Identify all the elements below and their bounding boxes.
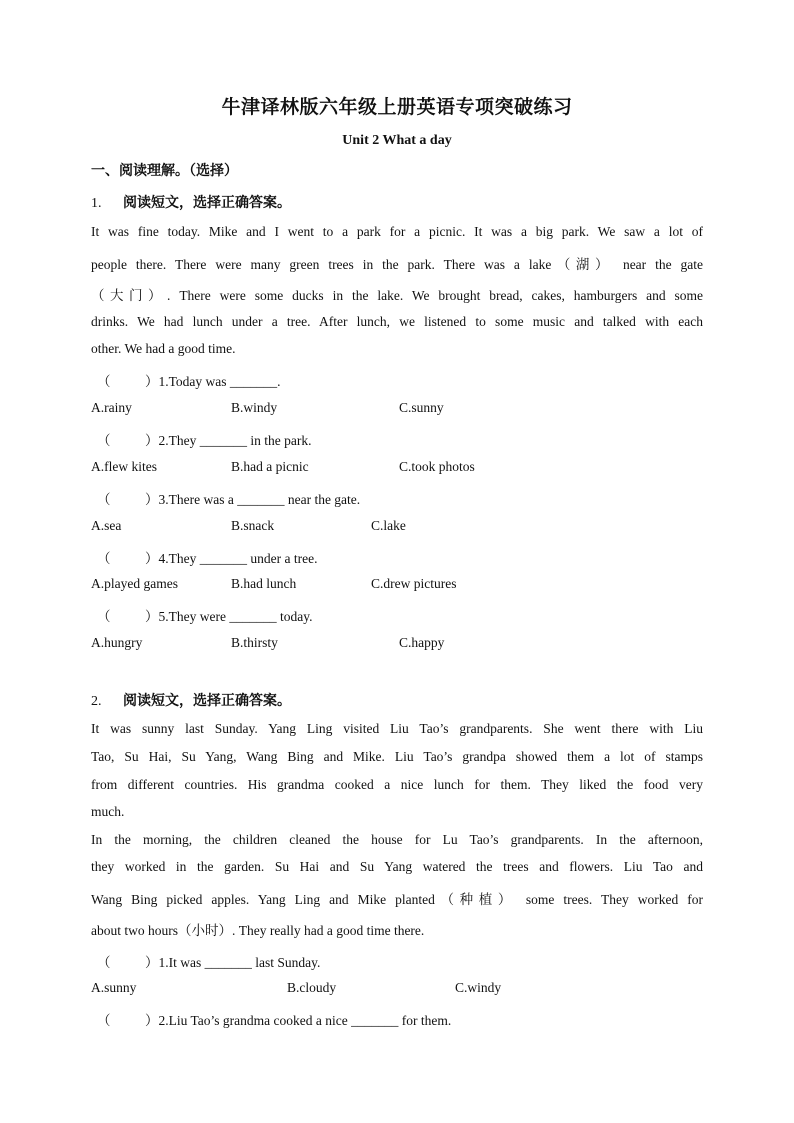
question-item: [97, 429, 311, 449]
option-c[interactable]: C.lake: [371, 518, 406, 533]
question-stem: ）3.There was a _______ near the gate.: [145, 492, 361, 507]
passage-2-line: Wang Bing picked apples. Yang Ling and Mike planted（种植） some trees. They worked for: [91, 892, 703, 907]
option-b[interactable]: B.windy: [231, 400, 278, 415]
question-instruction: 阅读短文，选择正确答案。: [123, 195, 291, 211]
passage-2-line: It was sunny last Sunday. Yang Ling visited Liu Tao’s grandparents. She went there with Liu: [91, 721, 703, 736]
question-stem: ）1.Today was _______.: [145, 374, 281, 389]
question-item: [97, 1009, 451, 1029]
question-item: [97, 370, 281, 390]
answer-blank[interactable]: （: [97, 955, 111, 970]
question-item: [97, 951, 320, 971]
passage-2-line: from different countries. His grandma cooked a nice lunch for them. They liked the food very: [91, 777, 703, 792]
option-b[interactable]: B.snack: [231, 518, 275, 533]
option-a[interactable]: A.played games: [91, 576, 178, 591]
answer-blank[interactable]: （: [97, 374, 111, 389]
question-1-heading: [91, 192, 291, 212]
passage-1-line: people there. There were many green trees in the park. There was a lake（湖） near the gate: [91, 257, 703, 272]
passage-2-line: much.: [91, 804, 125, 819]
unit-subtitle: Unit 2 What a day: [342, 133, 452, 148]
section-heading: 一、阅读理解。（选择）: [91, 163, 238, 179]
question-stem: ）4.They _______ under a tree.: [145, 551, 318, 566]
question-item: [97, 547, 317, 567]
option-c[interactable]: C.happy: [399, 635, 445, 650]
option-a[interactable]: A.rainy: [91, 400, 132, 415]
answer-blank[interactable]: （: [97, 609, 111, 624]
option-c[interactable]: C.took photos: [399, 459, 475, 474]
question-number: 1.: [91, 196, 102, 211]
option-c[interactable]: C.windy: [455, 980, 502, 995]
question-stem: ）5.They were _______ today.: [145, 609, 313, 624]
option-c[interactable]: C.sunny: [399, 400, 444, 415]
passage-1-line: It was fine today. Mike and I went to a park for a picnic. It was a big park. We saw a lot of: [91, 224, 703, 239]
option-a[interactable]: A.sea: [91, 518, 122, 533]
passage-1-line: drinks. We had lunch under a tree. After lunch, we listened to some music and talked with each: [91, 314, 703, 329]
passage-2-line: Tao, Su Hai, Su Yang, Wang Bing and Mike. Liu Tao’s grandpa showed them a lot of stamps: [91, 749, 703, 764]
question-number: 2.: [91, 694, 102, 709]
question-item: [97, 488, 360, 508]
answer-blank[interactable]: （: [97, 492, 111, 507]
question-instruction: 阅读短文，选择正确答案。: [123, 693, 291, 709]
passage-2-line: In the morning, the children cleaned the house for Lu Tao’s grandparents. In the afternoon,: [91, 832, 703, 847]
passage-1-line: （大门）. There were some ducks in the lake. We brought bread, cakes, hamburgers and some: [91, 288, 703, 303]
question-stem: ）1.It was _______ last Sunday.: [145, 955, 321, 970]
question-2-heading: [91, 690, 291, 710]
option-a[interactable]: A.hungry: [91, 635, 143, 650]
option-a[interactable]: A.flew kites: [91, 459, 157, 474]
option-b[interactable]: B.thirsty: [231, 635, 278, 650]
answer-blank[interactable]: （: [97, 551, 111, 566]
question-item: [97, 605, 312, 625]
page-title: 牛津译林版六年级上册英语专项突破练习: [221, 96, 573, 118]
answer-blank[interactable]: （: [97, 433, 111, 448]
option-a[interactable]: A.sunny: [91, 980, 137, 995]
option-b[interactable]: B.had a picnic: [231, 459, 309, 474]
option-c[interactable]: C.drew pictures: [371, 576, 457, 591]
option-b[interactable]: B.had lunch: [231, 576, 297, 591]
question-stem: ）2.Liu Tao’s grandma cooked a nice _______ for them.: [145, 1013, 452, 1028]
answer-blank[interactable]: （: [97, 1013, 111, 1028]
question-stem: ）2.They _______ in the park.: [145, 433, 312, 448]
passage-2-line: they worked in the garden. Su Hai and Su Yang watered the trees and flowers. Liu Tao and: [91, 859, 703, 874]
option-b[interactable]: B.cloudy: [287, 980, 337, 995]
passage-1-line: other. We had a good time.: [91, 341, 236, 356]
passage-2-line: about two hours（小时）. They really had a good time there.: [91, 923, 425, 938]
